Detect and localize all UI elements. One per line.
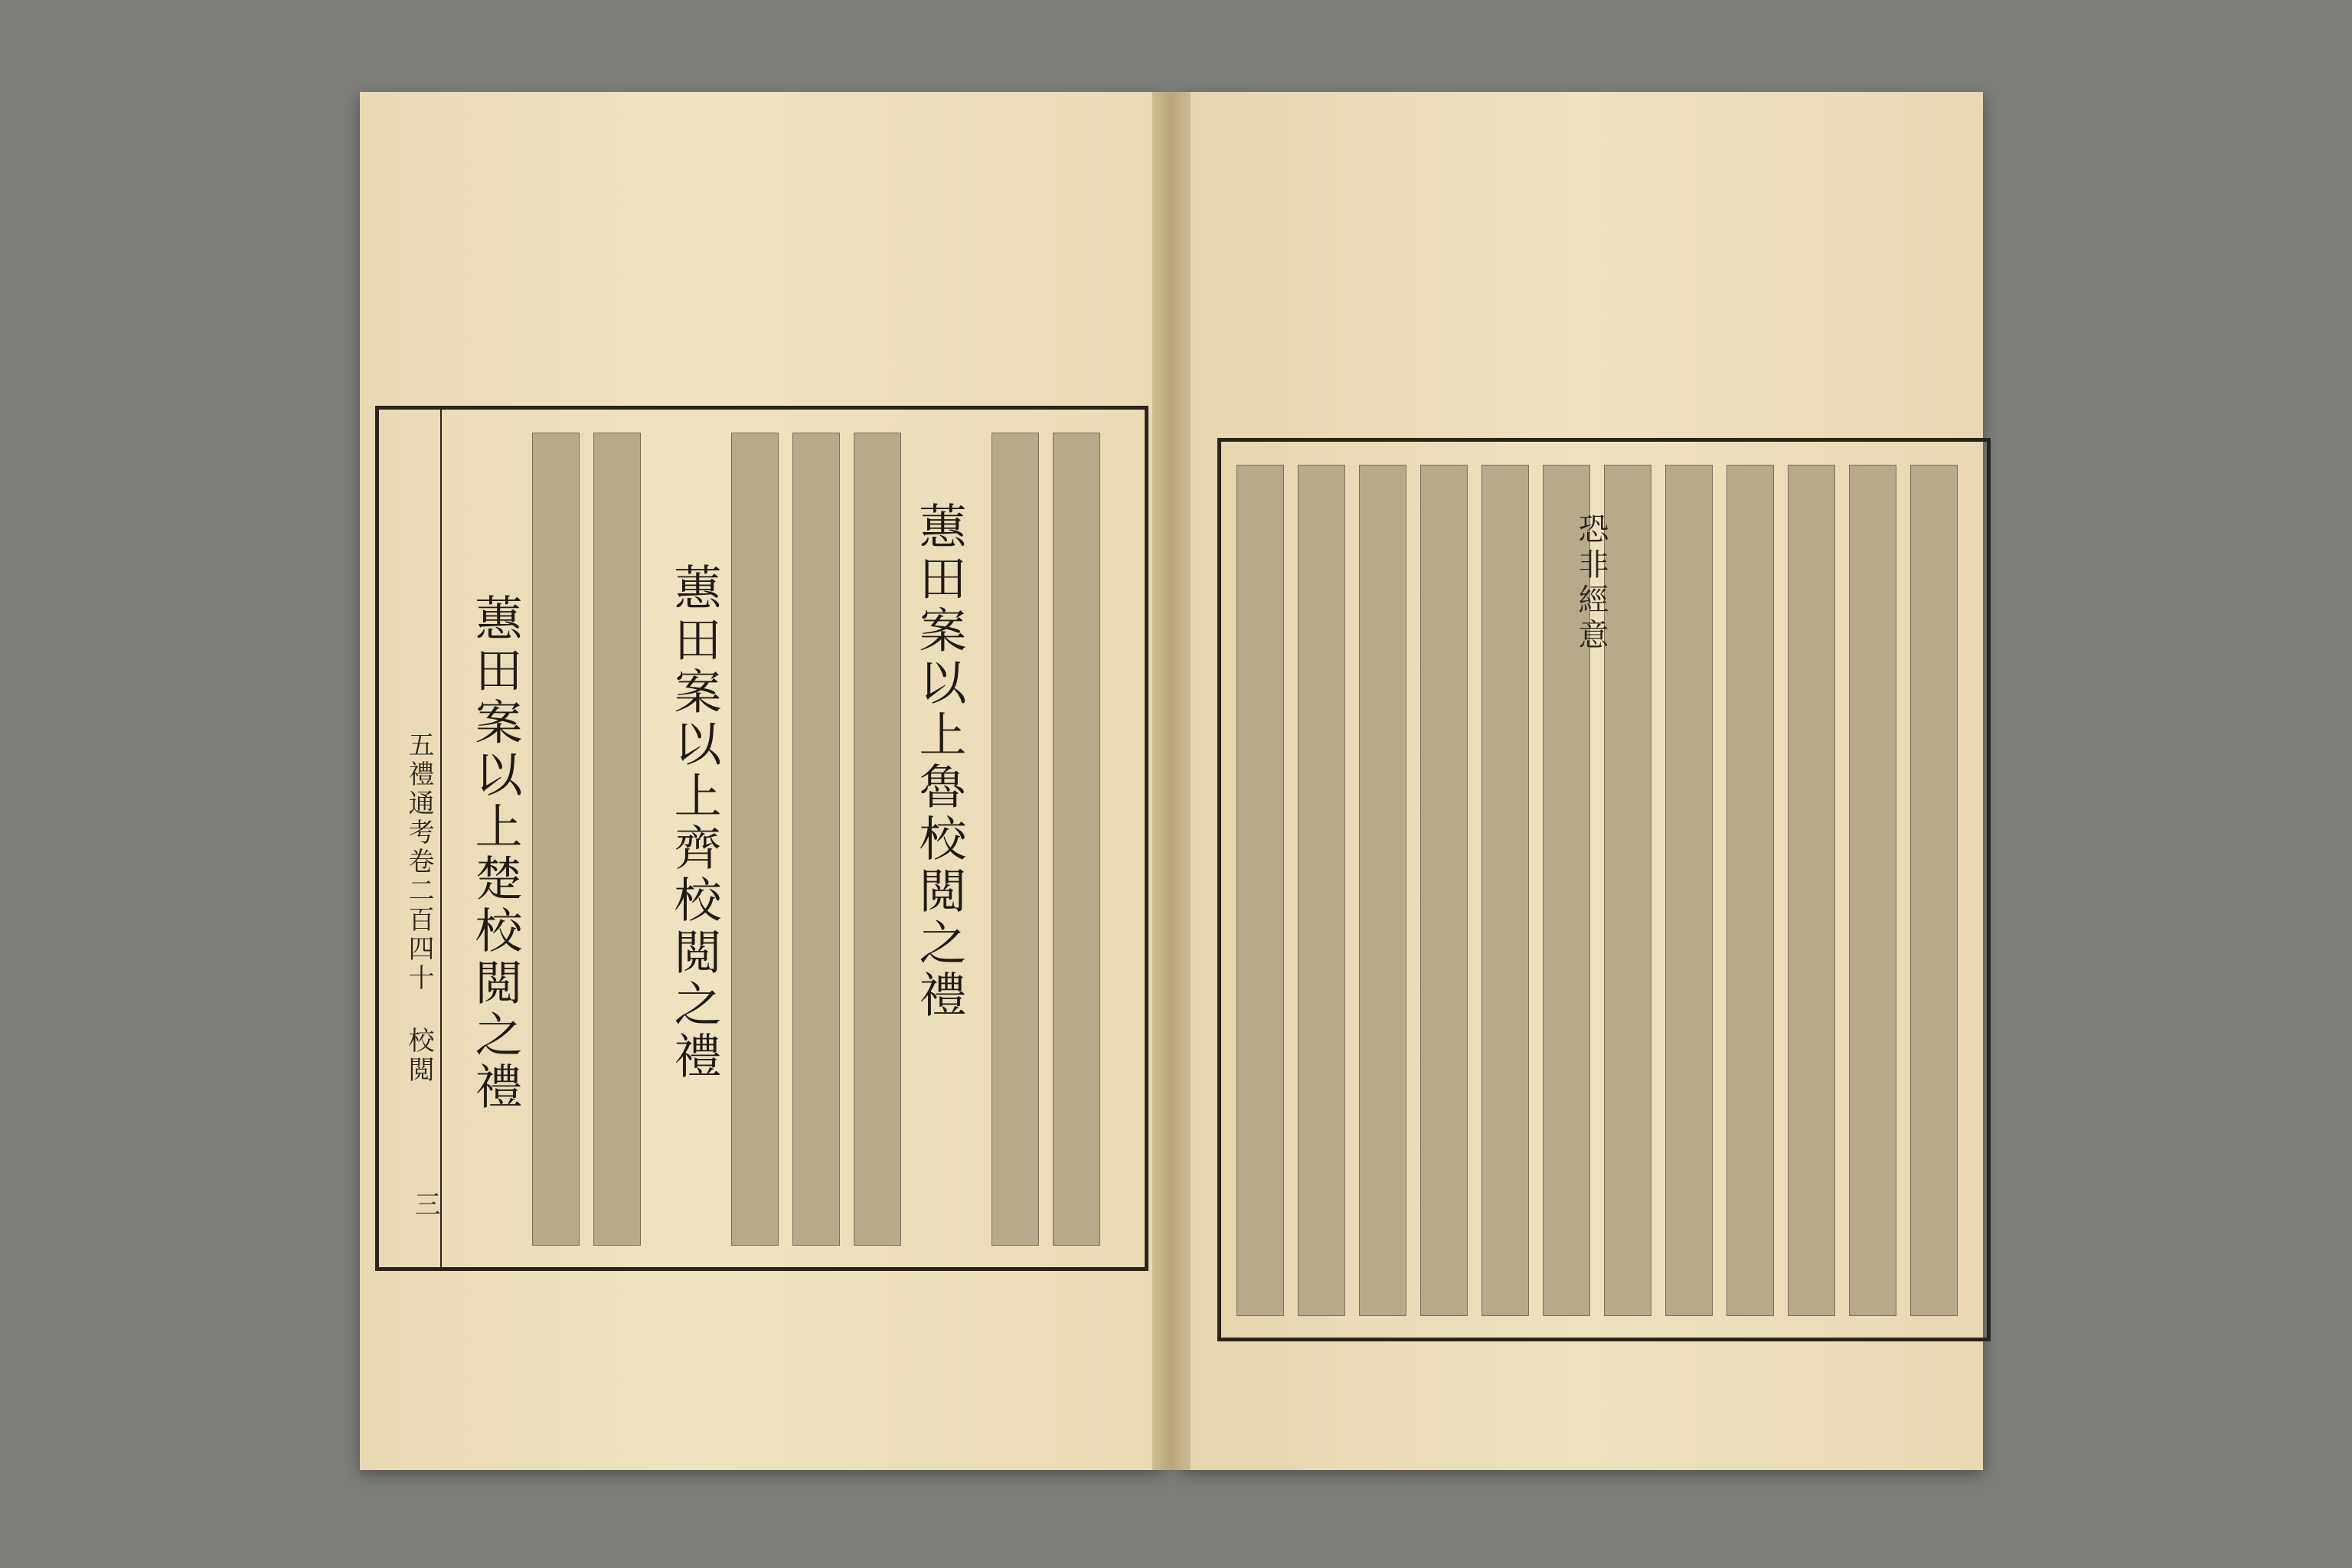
text-column-placeholder [593, 433, 641, 1246]
text-column-placeholder [1910, 465, 1958, 1316]
text-column-placeholder [532, 433, 580, 1246]
right-heading: 恐非經意 [1573, 513, 1609, 654]
book-spine [1152, 92, 1191, 1470]
text-column-placeholder [1359, 465, 1406, 1316]
heading-lu: 蕙田案以上魯校閲之禮 [911, 501, 967, 1022]
left-text-frame [375, 406, 1148, 1271]
text-column-placeholder [1481, 465, 1529, 1316]
text-column-placeholder [854, 433, 901, 1246]
text-column-placeholder [1665, 465, 1713, 1316]
text-column-placeholder [1420, 465, 1468, 1316]
page-number: 三 [410, 1191, 440, 1217]
heading-chu: 蕙田案以上楚校閲之禮 [467, 593, 523, 1114]
text-column-placeholder [1053, 433, 1100, 1246]
open-book [360, 92, 1983, 1516]
heading-qi: 蕙田案以上齊校閲之禮 [666, 563, 722, 1083]
center-marker: 五禮通考卷二百四十 校閲 [403, 731, 434, 1085]
text-column-placeholder [991, 433, 1039, 1246]
text-column-placeholder [1849, 465, 1896, 1316]
center-strip [387, 410, 442, 1267]
text-column-placeholder [792, 433, 840, 1246]
text-column-placeholder [1726, 465, 1774, 1316]
text-column-placeholder [1788, 465, 1835, 1316]
text-column-placeholder [1236, 465, 1284, 1316]
text-column-placeholder [1298, 465, 1345, 1316]
text-column-placeholder [731, 433, 779, 1246]
